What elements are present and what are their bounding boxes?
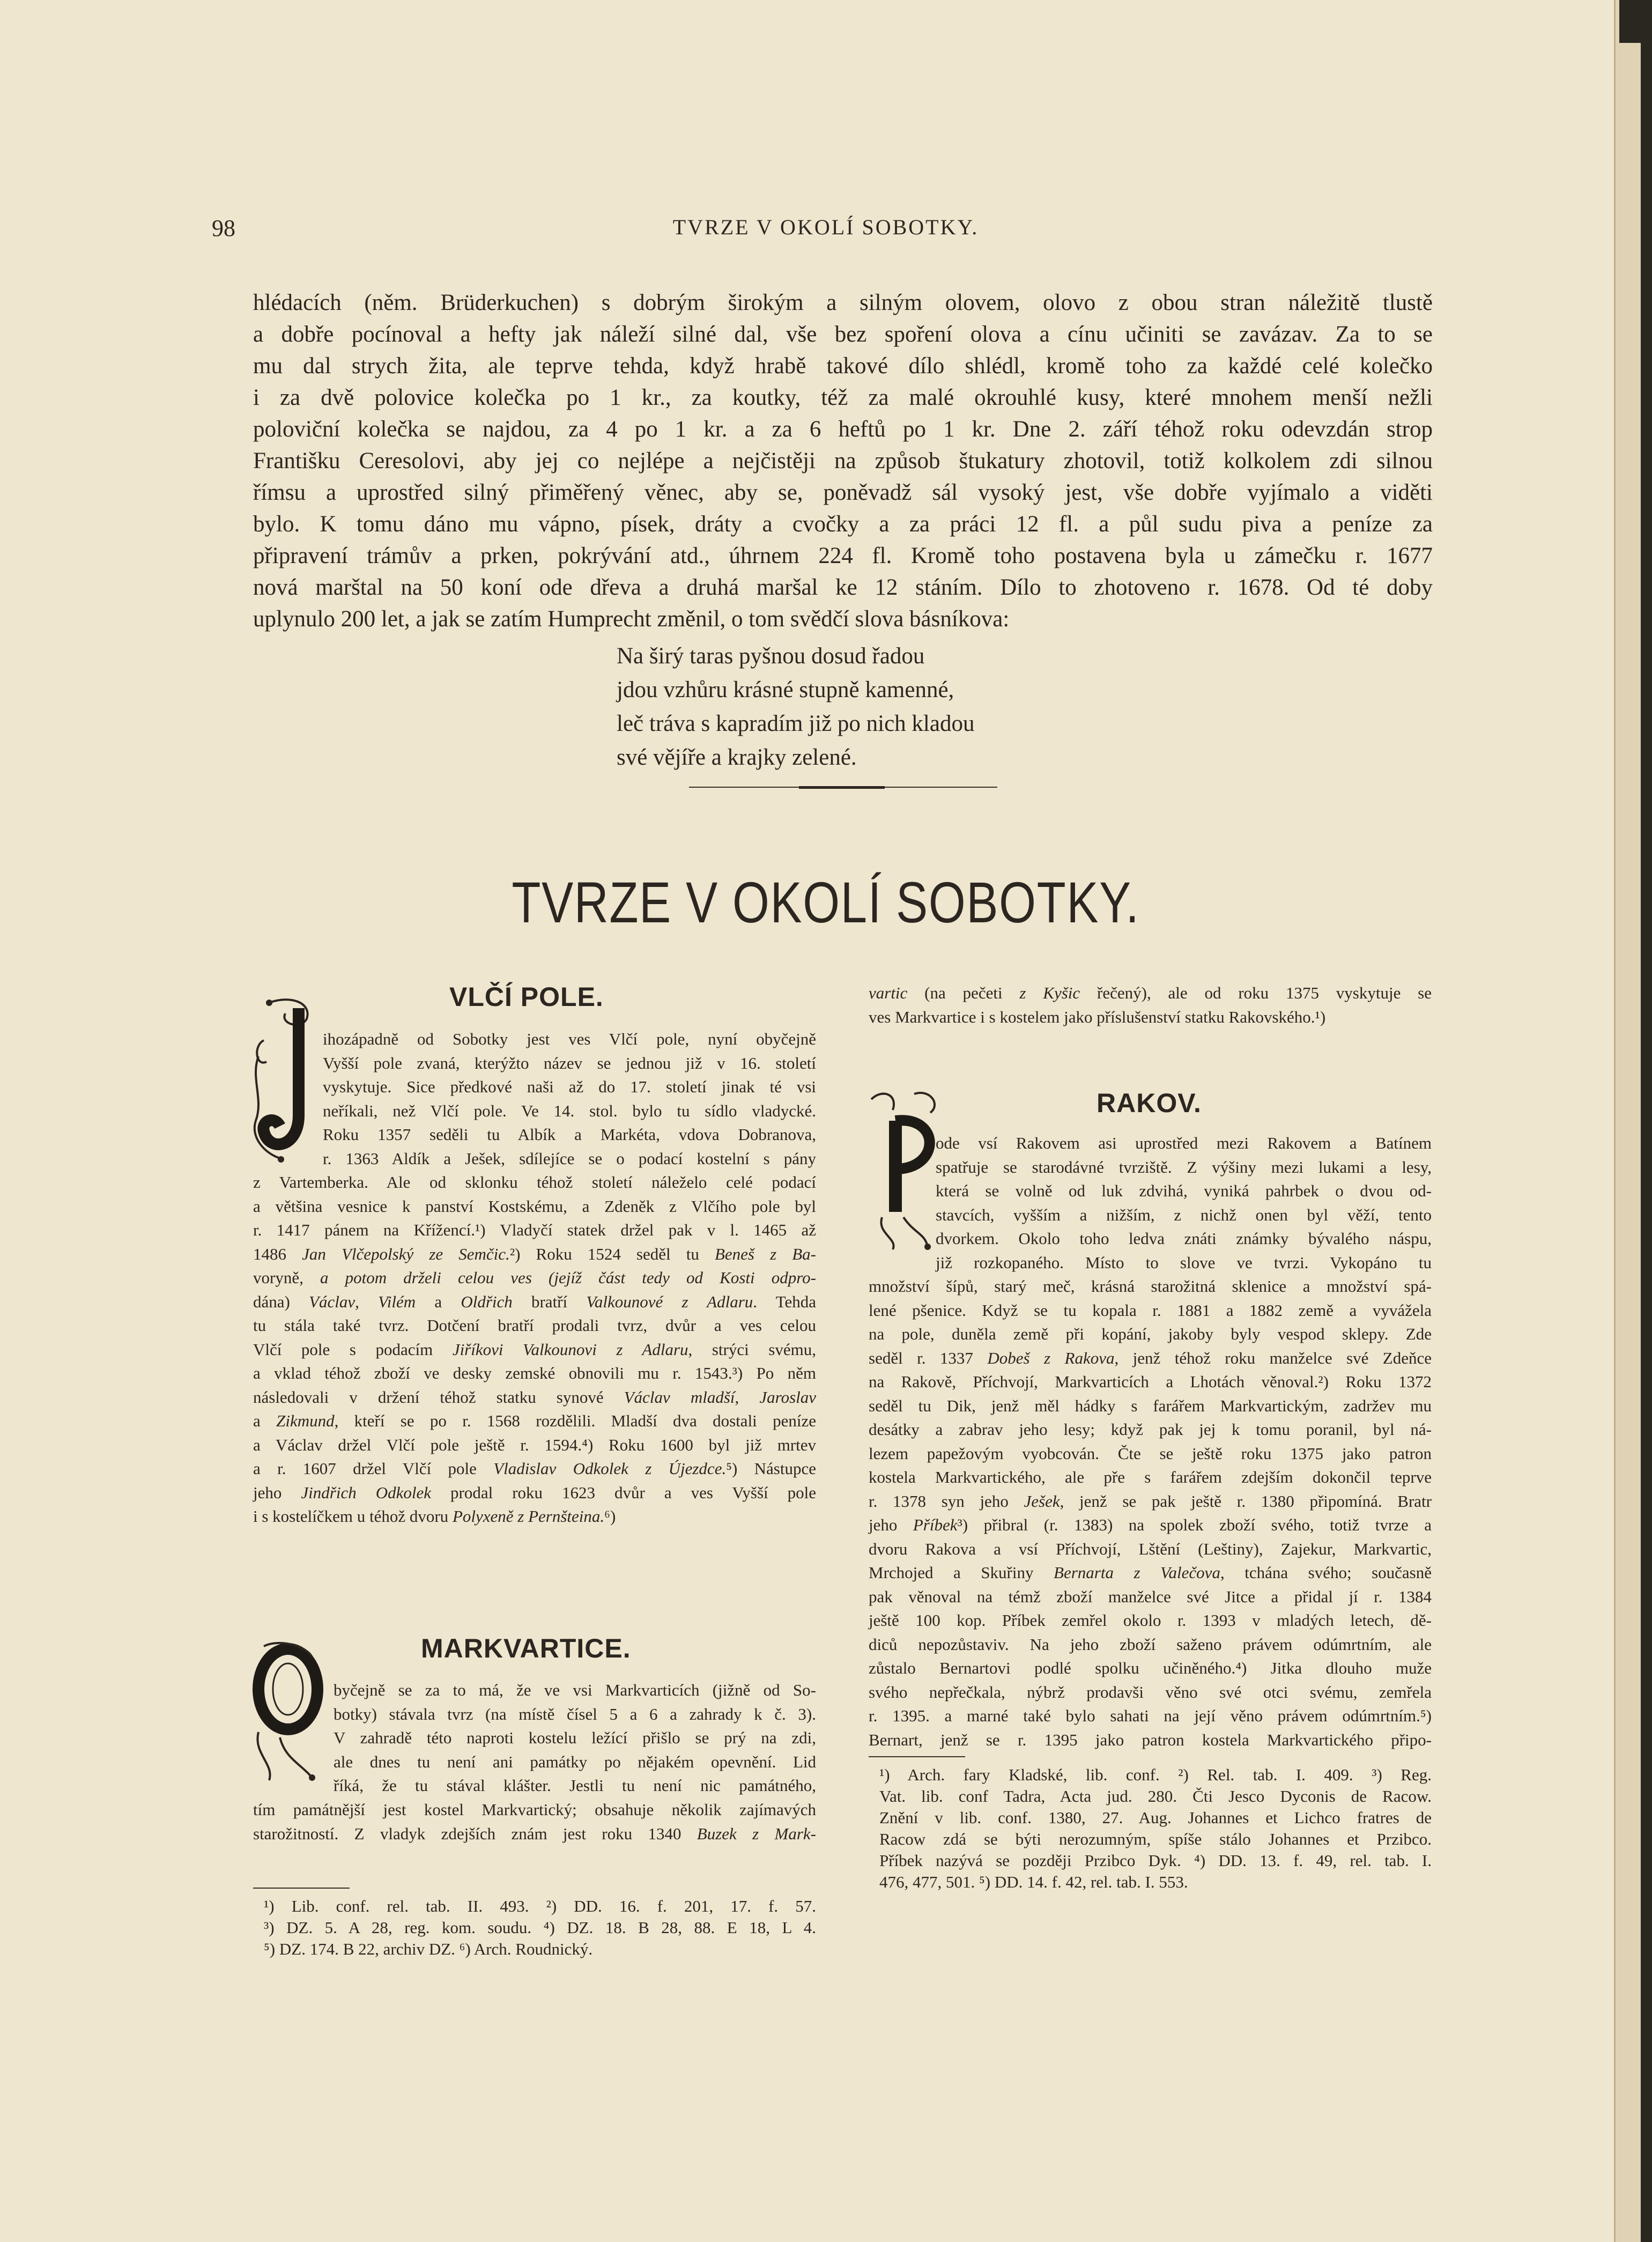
poem xyxy=(617,639,1206,774)
rakov-body xyxy=(869,1275,1432,1752)
text-line: a Václav držel Vlčí pole ještě r. 1594.⁴) Roku 1600 byl již mrtev xyxy=(253,1435,816,1454)
text-line: kostela Markvartického, ale pře s farářem zdejším dokončil teprve xyxy=(869,1468,1432,1486)
text-line: byčejně se za to má, že ve vsi Markvarticích (jižně od So- xyxy=(334,1681,816,1699)
top-paragraph xyxy=(253,287,1433,635)
text-line: seděl r. 1337 Dobeš z Rakova, jenž téhož roku manželce své Zdeňce xyxy=(869,1348,1432,1367)
text-line: Františku Ceresolovi, aby jej co nejlépe a nejčistěji na způsob štukatury zhotovil, totiž kolkolem zdi silnou xyxy=(253,448,1433,473)
text-line: r. 1363 Aldík a Ješek, sdílejíce se o podací kostelní s pány xyxy=(323,1149,816,1168)
text-line: bylo. K tomu dáno mu vápno, písek, dráty a cvočky a za práci 12 fl. a půl sudu piva a peníze za xyxy=(253,512,1433,537)
page-header xyxy=(212,214,1440,247)
text-line: vartic (na pečeti z Kyšic řečený), ale od roku 1375 vyskytuje se xyxy=(869,983,1432,1002)
text-line: ves Markvartice i s kostelem jako příslušenství statku Rakovského.¹) xyxy=(869,1007,1326,1026)
text-line: ode vsí Rakovem asi uprostřed mezi Rakovem a Batínem xyxy=(936,1134,1432,1152)
text-line: uplynulo 200 let, a jak se zatím Humprecht změnil, o tom svědčí slova básníkova: xyxy=(253,606,1010,632)
text-line: jeho Jindřich Odkolek prodal roku 1623 dvůr a ves Vyšší pole xyxy=(253,1483,817,1502)
section-title-rakov: RAKOV. xyxy=(1097,1088,1202,1118)
text-line: starožitností. Z vladyk zdejších znám jest roku 1340 Buzek z Mark- xyxy=(253,1824,816,1843)
text-line: dvorkem. Okolo toho ledva znáti známky bývalého náspu, xyxy=(936,1229,1432,1248)
text-line: hlédacích (něm. Brüderkuchen) s dobrým širokým a silným olovem, olovo z obou stran náležitě tlustě xyxy=(253,290,1433,315)
text-line: r. 1395. a marné také bylo sahati na její věno právem odúmrtním.⁵) xyxy=(869,1706,1432,1725)
running-head: TVRZE V OKOLÍ SOBOTKY. xyxy=(672,215,979,239)
ornamental-initial-p-icon xyxy=(866,1089,946,1255)
text-line: množství šípů, starý meč, krásná starožitná sklenice a množství spá- xyxy=(869,1277,1432,1296)
text-line: zůstalo Bernartovi podlé spolku učiněného.⁴) Jitka dlouho muže xyxy=(869,1659,1432,1677)
text-line: a Zikmund, kteří se po r. 1568 rozdělili. Mladší dva dostali peníze xyxy=(253,1411,817,1430)
footnote-line: ¹) Arch. fary Kladské, lib. conf. ²) Rel. tab. I. 409. ³) Reg. xyxy=(879,1765,1432,1784)
text-line: jeho Příbek³) přibral (r. 1383) na spolek zboží svého, totiž tvrze a xyxy=(869,1515,1432,1534)
text-line: spatřuje se starodávné tvrziště. Z výšiny mezi lukami a lesy, xyxy=(936,1157,1432,1177)
text-line: Mrchojed a Skuřiny Bernarta z Valečova, tchána svého; současně xyxy=(869,1563,1432,1582)
footnote-line: ¹) Lib. conf. rel. tab. II. 493. ²) DD. 16. f. 201, 17. f. 57. xyxy=(264,1897,816,1915)
text-line: ihozápadně od Sobotky jest ves Vlčí pole, nyní obyčejně xyxy=(323,1030,816,1048)
text-line: i za dvě polovice kolečka po 1 kr., za koutky, též za malé okrouhlé kusy, které mnohem menší nežli xyxy=(253,385,1433,410)
page-corner xyxy=(1619,0,1652,43)
footnote-line: Vat. lib. conf Tadra, Acta jud. 280. Čti Jesco Dyconis de Racow. xyxy=(879,1787,1432,1806)
text-line: připravení trámův a prken, pokrývání atd., úhrnem 224 fl. Kromě toho postavena byla u zámečku r. 1677 xyxy=(253,543,1433,568)
text-line: následovali v držení téhož statku synové Václav mladší, Jaroslav xyxy=(253,1387,816,1407)
text-line: neříkali, než Vlčí pole. Ve 14. stol. bylo tu sídlo vladycké. xyxy=(323,1101,816,1120)
text-line: tu stála také tvrz. Dotčení bratří prodali tvrz, dvůr a ves celou xyxy=(253,1316,816,1335)
markvartice-body xyxy=(253,1798,816,1846)
text-line: na Rakově, Příchvojí, Markvarticích a Lhotách věnoval.²) Roku 1372 xyxy=(869,1372,1432,1391)
section-title-markvartice: MARKVARTICE. xyxy=(421,1633,631,1663)
poem-line: leč tráva s kapradím již po nich kladou xyxy=(617,711,975,736)
footnotes-left xyxy=(264,1896,816,1960)
text-line: pak věnoval na témž zboží manželce své Jitce a přidal jí r. 1384 xyxy=(869,1587,1432,1606)
text-line: římsu a uprostřed silný přiměřený věnec, aby se, poněvadž sál vysoký jest, vše dobře vyjímalo a viděti xyxy=(253,480,1433,505)
text-line: již rozkopaného. Místo to slove ve tvrzi. Vykopáno tu xyxy=(936,1253,1432,1272)
markvartice-intro xyxy=(334,1678,816,1798)
text-line: dána) Václav, Vilém a Oldřich bratří Valkounové z Adlaru. Tehda xyxy=(253,1292,816,1311)
text-line: mu dal strych žita, ale teprve tehda, když hrabě takové dílo shlédl, kromě toho za každé celé kolečko xyxy=(253,353,1433,379)
footnote-line: Racow zdá se býti nerozumným, spíše stálo Johannes et Przibco. xyxy=(879,1830,1432,1848)
footnote-rule-left xyxy=(253,1888,350,1889)
text-line: z Vartemberka. Ale od sklonku téhož století náleželo celé podací xyxy=(253,1173,816,1192)
text-line: lezem papežovým vyobcován. Čte se ještě roku 1375 jako patron xyxy=(869,1444,1432,1463)
text-line: Roku 1357 seděli tu Albík a Markéta, vdova Dobranova, xyxy=(323,1125,816,1144)
chapter-title: TVRZE V OKOLÍ SOBOTKY. xyxy=(512,870,1140,935)
text-line: na pole, duněla země při kopání, jakoby byly vespod sklepy. Zde xyxy=(869,1325,1432,1343)
footnote-line: Znění v lib. conf. 1380, 27. Aug. Johannes et Lichco fratres de xyxy=(879,1808,1432,1827)
text-line: V zahradě této naproti kostelu ležící přišlo se prý na zdi, xyxy=(334,1728,816,1747)
text-line: Vyšší pole zvaná, kterýžto název se jednou již v 16. století xyxy=(323,1053,816,1072)
text-line: ještě 100 kop. Příbek zemřel okolo r. 1393 v mladých letech, dě- xyxy=(869,1611,1432,1630)
text-line: Bernart, jenž se r. 1395 jako patron kostela Markvartického připo- xyxy=(869,1730,1432,1749)
text-line: a r. 1607 držel Vlčí pole Vladislav Odkolek z Újezdce.⁵) Nástupce xyxy=(253,1459,816,1478)
text-line: diců nepozůstaviv. Na jeho zboží saženo právem odúmrtním, ale xyxy=(869,1634,1432,1654)
section-divider xyxy=(689,787,997,788)
footnote-line: 476, 477, 501. ⁵) DD. 14. f. 42, rel. tab. I. 553. xyxy=(879,1873,1188,1891)
ornamental-initial-o-icon xyxy=(248,1641,328,1786)
text-line: a vklad téhož zboží ve desky zemské obnovili mu r. 1543.³) Po něm xyxy=(253,1364,816,1382)
text-line: poloviční kolečka se najdou, za 4 po 1 kr. a za 6 heftů po 1 kr. Dne 2. září téhož roku odevzdán strop xyxy=(253,417,1433,442)
text-line: říká, že tu stával klášter. Jestli tu není nic památného, xyxy=(334,1776,816,1795)
text-line: Vlčí pole s podacím Jiříkovi Valkounovi z Adlaru, strýci svému, xyxy=(253,1340,816,1359)
text-line: i s kostelíčkem u téhož dvoru Polyxeně z Pernšteina.⁶) xyxy=(253,1507,616,1526)
text-line: botky) stávala tvrz (na místě čísel 5 a 6 a zahrady k č. 3). xyxy=(334,1704,816,1723)
text-line: ale dnes tu není ani památky po nějakém opevnění. Lid xyxy=(334,1752,816,1771)
page-number: 98 xyxy=(212,215,235,241)
text-line: lené pšenice. Když se tu kopala r. 1881 a 1882 země a vyvážela xyxy=(869,1300,1432,1320)
footnotes-right xyxy=(879,1764,1432,1893)
ornamental-initial-j-icon xyxy=(248,992,328,1169)
poem-line: své vějíře a krajky zelené. xyxy=(617,745,857,770)
text-line: a dobře pocínoval a hefty jak náleží silné dal, vše bez spoření olova a cínu učiniti se zavázav. Za to se xyxy=(253,322,1433,347)
poem-line: Na širý taras pyšnou dosud řadou xyxy=(617,643,925,669)
text-line: r. 1378 syn jeho Ješek, jenž se pak ještě r. 1380 připomíná. Bratr xyxy=(869,1491,1432,1511)
text-line: která se volně od luk zdvihá, vyniká pahrbek o dvou od- xyxy=(936,1181,1432,1200)
rakov-intro xyxy=(936,1131,1432,1275)
vlci-pole-body xyxy=(253,1171,816,1529)
text-line: a většina vesnice k panství Kostskému, a Zdeněk z Vlčího pole byl xyxy=(253,1196,816,1216)
section-title-vlci-pole: VLČÍ POLE. xyxy=(449,982,604,1012)
text-line: nová marštal na 50 koní ode dřeva a druhá maršal ke 12 stáním. Dílo to zhotoveno r. 1678. Od té doby xyxy=(253,575,1433,600)
markvartice-continuation xyxy=(869,981,1432,1029)
text-line: 1486 Jan Vlčepolský ze Semčic.²) Roku 1524 seděl tu Beneš z Ba- xyxy=(253,1244,817,1263)
footnote-rule-right xyxy=(869,1756,965,1757)
text-line: desátky a zabrav jeho lesy; když pak jej k tomu poranil, byl ná- xyxy=(869,1420,1432,1439)
page-edge-shadow xyxy=(1641,0,1652,2242)
text-line: voryně, a potom drželi celou ves (jejíž část tedy od Kosti odpro- xyxy=(253,1268,816,1287)
footnote-line: ⁵) DZ. 174. B 22, archiv DZ. ⁶) Arch. Roudnický. xyxy=(264,1940,593,1958)
footnote-line: Příbek nazývá se později Przibco Dyk. ⁴) DD. 13. f. 49, rel. tab. I. xyxy=(879,1851,1432,1870)
text-line: vyskytuje. Sice předkové naši až do 17. století jinak té vsi xyxy=(323,1077,816,1096)
text-line: svého nepřečkala, nýbrž prodavši věno své otci svému, zemřela xyxy=(869,1682,1432,1701)
text-line: tím památnější jest kostel Markvartický; obsahuje několik zajímavých xyxy=(253,1800,816,1819)
text-line: r. 1417 pánem na Křížencí.¹) Vladyčí statek držel pak v l. 1465 až xyxy=(253,1220,816,1239)
text-line: dvoru Rakova a vsí Příchvojí, Lštění (Leštiny), Zajekur, Markvartic, xyxy=(869,1539,1432,1558)
footnote-line: ³) DZ. 5. A 28, reg. kom. soudu. ⁴) DZ. 18. B 28, 88. E 18, L 4. xyxy=(264,1918,816,1937)
vlci-pole-intro xyxy=(323,1027,816,1171)
text-line: seděl tu Dik, jenž měl hádky s farářem Markvartickým, zadržev mu xyxy=(869,1396,1432,1415)
text-line: stavcích, vyšším a nižším, z nichž onen byl věží, tento xyxy=(936,1205,1432,1224)
poem-line: jdou vzhůru krásné stupně kamenné, xyxy=(617,677,954,702)
